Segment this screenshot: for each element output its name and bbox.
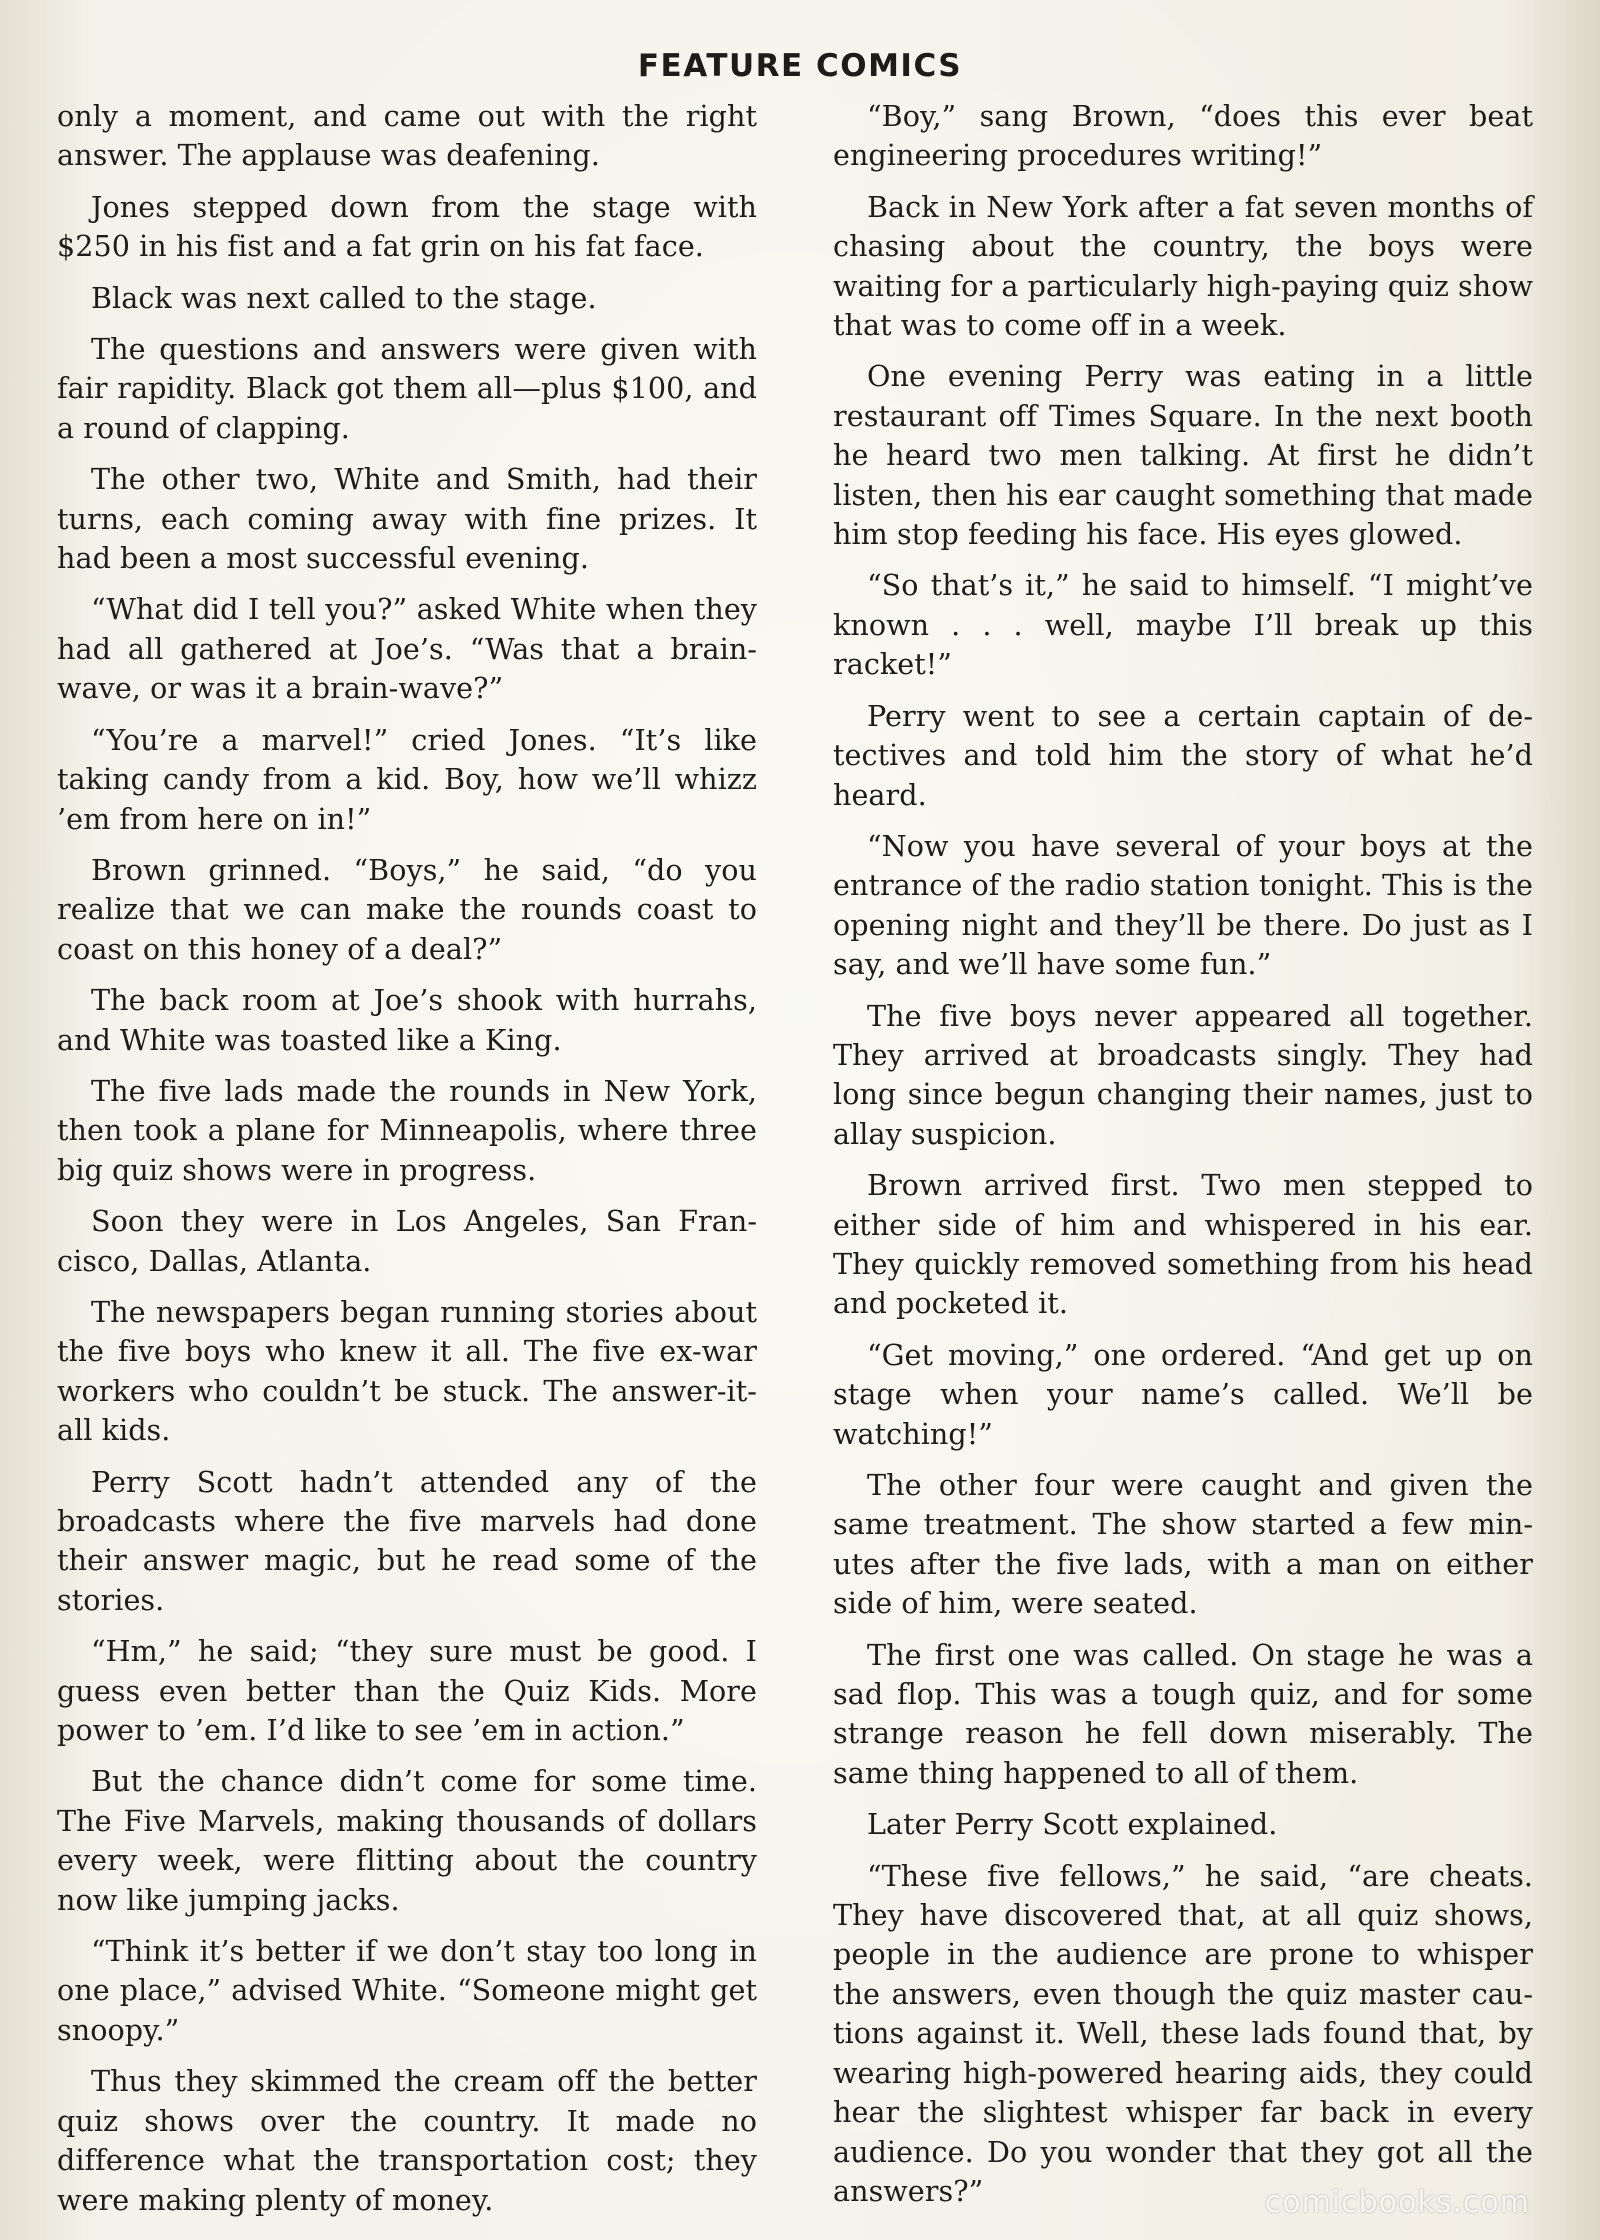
paragraph: “So that’s it,” he said to himself. “I might’ve known . . . well, maybe I’ll break up this racket!”	[833, 568, 1533, 682]
paragraph: “Now you have several of your boys at the entrance of the radio station tonight. This is the opening night and they’ll be there. Do just as I say, and we’ll have some fun.”	[833, 828, 1533, 982]
paragraph: “Think it’s better if we don’t stay too long in one place,” advised White. “Someone might get snoopy.”	[57, 1934, 757, 2047]
paragraph: Jones stepped down from the stage with $250 in his fist and a fat grin on his fat face.	[57, 189, 757, 264]
paragraph: The back room at Joe’s shook with hurrahs, and White was toasted like a King.	[57, 983, 757, 1057]
paragraph: “These five fellows,” he said, “are cheats. They have discovered that, at all quiz shows, people in the audience are prone to whisper the answers, even though the quiz master cautions against it. Well, these lads found that, by wearing high-powered hearing aids, they could hear the slightest whisper far back in every audience. Do you wonder that they got all the answers?”	[833, 1858, 1533, 2208]
right-column	[833, 97, 1533, 2223]
paragraph: Black was next called to the stage.	[91, 280, 597, 315]
watermark: comicbooks.com	[1264, 2185, 1530, 2220]
paragraph: “You’re a marvel!” cried Jones. “It’s like taking candy from a kid. Boy, how we’ll whizz ’em from here on in!”	[57, 722, 757, 836]
paragraph: Later Perry Scott explained.	[867, 1807, 1278, 1842]
paragraph: Brown grinned. “Boys,” he said, “do you realize that we can make the rounds coast to coast on this honey of a deal?”	[57, 852, 757, 966]
paragraph: Soon they were in Los Angeles, San Francisco, Dallas, Atlanta.	[57, 1204, 757, 1278]
paragraph: “Hm,” he said; “they sure must be good. I guess even better than the Quiz Kids. More power to ’em. I’d like to see ’em in action.”	[57, 1634, 757, 1748]
paragraph: One evening Perry was eating in a little restaurant off Times Square. In the next booth he heard two men talking. At first he didn’t listen, then his ear caught something that made him stop feeding his face. His eyes glowed.	[833, 359, 1533, 552]
paragraph: Perry Scott hadn’t attended any of the broadcasts where the five marvels had done their answer magic, but he read some of the stories.	[57, 1464, 757, 1617]
paragraph: only a moment, and came out with the right answer. The applause was deafening.	[57, 99, 757, 173]
paragraph: The five boys never appeared all together. They arrived at broadcasts singly. They had long since begun changing their names, just to allay suspicion.	[833, 998, 1533, 1151]
paragraph: “Boy,” sang Brown, “does this ever beat engineering procedures writing!”	[833, 99, 1533, 173]
paragraph: Thus they skimmed the cream off the better quiz shows over the country. It made no difference what the transportation cost; they were making plenty of money.	[57, 2064, 757, 2217]
paragraph: “What did I tell you?” asked White when they had all gathered at Joe’s. “Was that a brain-wave, or was it a brain-wave?”	[57, 592, 757, 706]
paragraph: But the chance didn’t come for some time. The Five Marvels, making thousands of dollars every week, were flitting about the country now like jumping jacks.	[57, 1764, 757, 1917]
paragraph: The five lads made the rounds in New York, then took a plane for Minneapolis, where three big quiz shows were in progress.	[57, 1073, 757, 1187]
paragraph: Back in New York after a fat seven months of chasing about the country, the boys were waiting for a particularly high-paying quiz show that was to come off in a week.	[833, 189, 1533, 343]
paragraph: The newspapers began running stories about the five boys who knew it all. The five ex-war workers who couldn’t be stuck. The answer-it-all kids.	[57, 1294, 757, 1448]
paragraph: Perry went to see a certain captain of detectives and told him the story of what he’d heard.	[833, 698, 1533, 812]
paragraph: Brown arrived first. Two men stepped to either side of him and whispered in his ear. They quickly removed something from his head and pocketed it.	[833, 1168, 1533, 1321]
paragraph: The other four were caught and given the same treatment. The show started a few minutes after the five lads, with a man on either side of him, were seated.	[833, 1468, 1533, 1621]
paragraph: “Get moving,” one ordered. “And get up on stage when your name’s called. We’ll be watching!”	[833, 1337, 1533, 1451]
paragraph: The questions and answers were given with fair rapidity. Black got them all—plus $100, and a round of clapping.	[57, 332, 757, 445]
paragraph: The other two, White and Smith, had their turns, each coming away with fine prizes. It had been a most successful evening.	[57, 462, 757, 576]
paragraph: The first one was called. On stage he was a sad flop. This was a tough quiz, and for some strange reason he fell down miserably. The same thing happened to all of them.	[833, 1637, 1533, 1790]
page-header: FEATURE COMICS	[637, 48, 963, 84]
left-column	[57, 97, 757, 2232]
